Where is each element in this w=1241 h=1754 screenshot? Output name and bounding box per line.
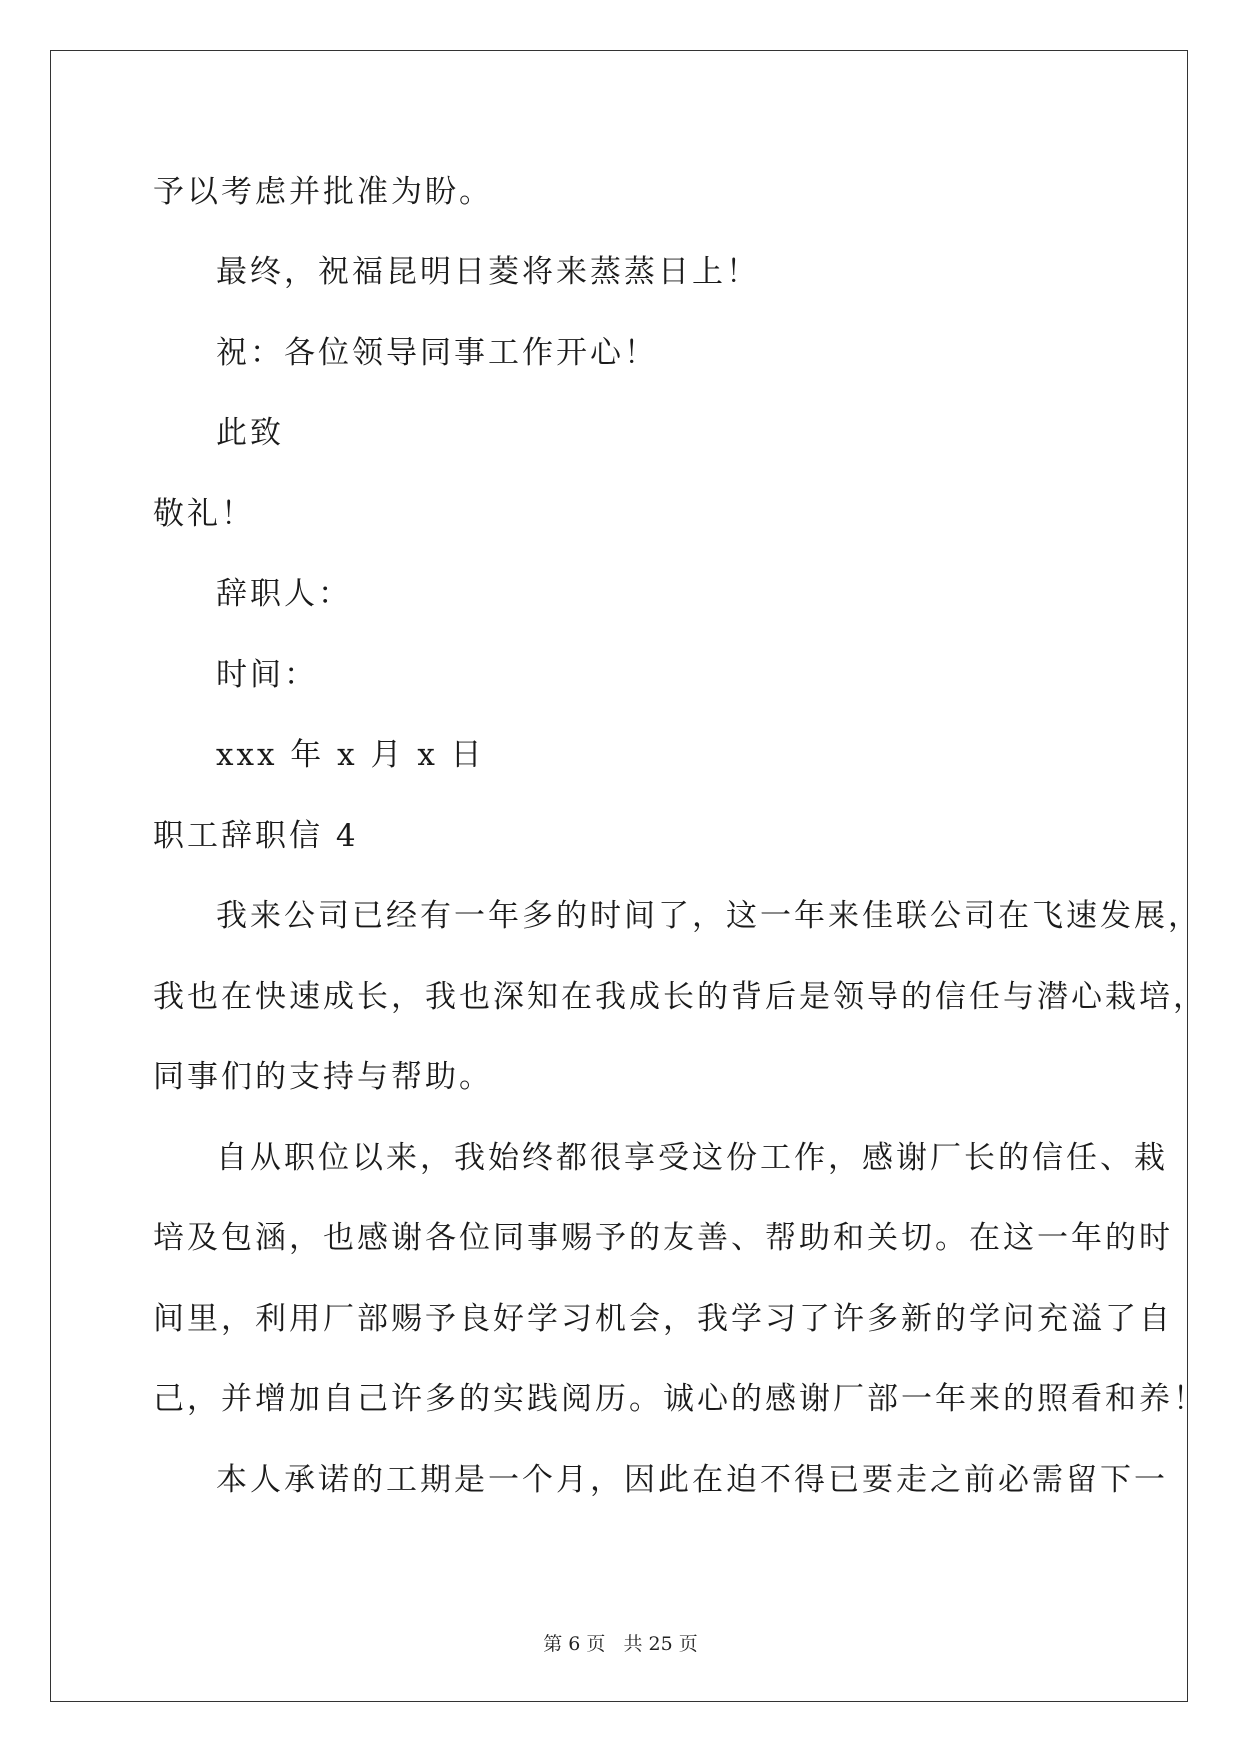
text-line: 同事们的支持与帮助。 [153, 1059, 493, 1095]
text-line: 辞职人： [216, 576, 352, 612]
page-footer [0, 1632, 1241, 1656]
page-total: 共 25 页 [623, 1633, 698, 1655]
text-line: 最终，祝福昆明日菱将来蒸蒸日上！ [216, 254, 760, 290]
text-line: 本人承诺的工期是一个月，因此在迫不得已要走之前必需留下一 [216, 1462, 1168, 1498]
section-heading: 职工辞职信 4 [153, 818, 359, 854]
text-line: xxx 年 x 月 x 日 [216, 737, 485, 773]
text-line: 此致 [216, 415, 284, 451]
text-line: 我来公司已经有一年多的时间了，这一年来佳联公司在飞速发展， [216, 898, 1202, 934]
text-line: 我也在快速成长，我也深知在我成长的背后是领导的信任与潜心栽培， [153, 979, 1207, 1015]
page-border [50, 50, 1188, 1702]
text-line: 予以考虑并批准为盼。 [153, 174, 493, 210]
page-number: 第 6 页 [543, 1633, 606, 1655]
text-line: 时间： [216, 657, 318, 693]
text-line: 自从职位以来，我始终都很享受这份工作，感谢厂长的信任、栽 [216, 1140, 1168, 1176]
text-line: 培及包涵，也感谢各位同事赐予的友善、帮助和关切。在这一年的时 [153, 1220, 1173, 1256]
text-line: 间里，利用厂部赐予良好学习机会，我学习了许多新的学问充溢了自 [153, 1301, 1173, 1337]
text-line: 己，并增加自己许多的实践阅历。诚心的感谢厂部一年来的照看和养！ [153, 1381, 1207, 1417]
text-line: 敬礼！ [153, 496, 255, 532]
text-line: 祝：各位领导同事工作开心！ [216, 335, 658, 371]
